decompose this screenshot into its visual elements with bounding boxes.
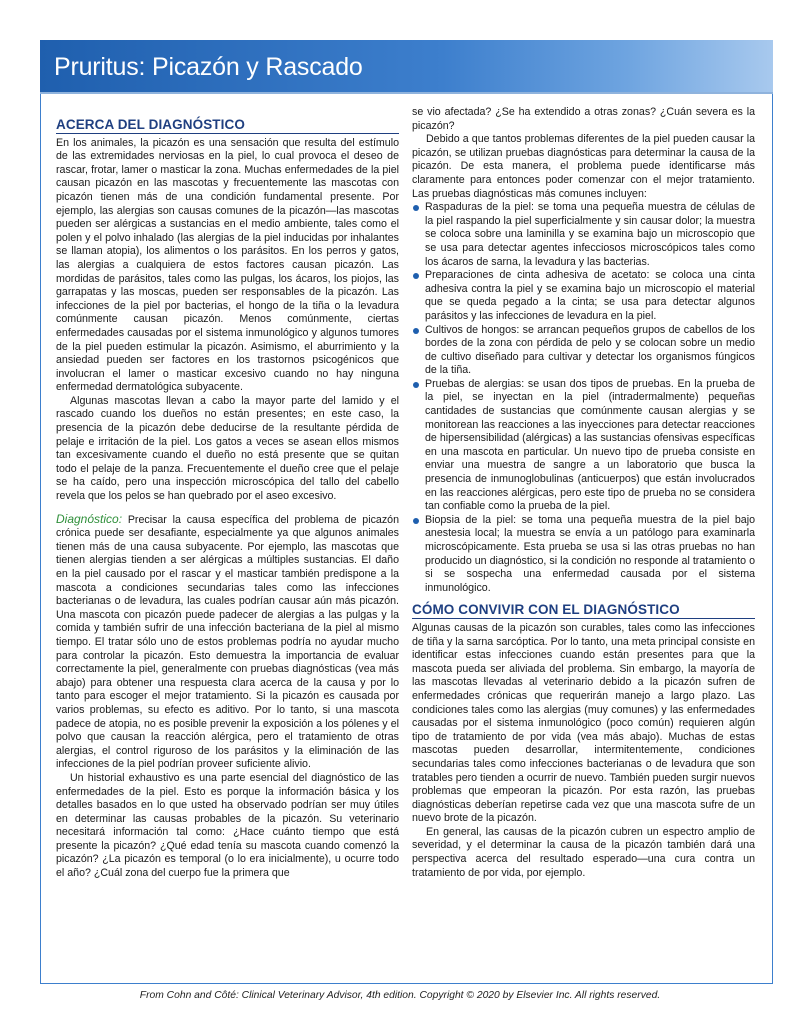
diagnosis-label: Diagnóstico: [56, 511, 123, 526]
paragraph-diagnostic-tests: Debido a que tantos problemas diferentes de la piel pueden causar la picazón, se utilizan pruebas diagnósticas para determinar la causa de la picazón. De esta manera, el problema puede identificarse más claramente para entonces poder comenzar con el mejor tratamiento. Las pruebas diagnósticas más comunes incluyen: [412, 133, 755, 200]
paragraph-history: Un historial exhaustivo es una parte esencial del diagnóstico de las enfermedades de la piel. Esto es porque la información básica y los detalles basados en lo que usted ha observado podrían ser muy útiles en determinar las causas probables de la picazón. Su veterinario necesitará información tal como: ¿Hace cuánto tiempo que está presente la picazón? ¿Qué edad tenía su mascota cuando comenzó la picazón? ¿La picazón es temporal (o lo era inicialmente), u ocurre todo el año? ¿Cuál zona del cuerpo fue la primera que [56, 771, 399, 880]
list-item: Raspaduras de la piel: se toma una pequeña muestra de células de la piel raspando la piel superficialmente y sin causar dolor; la muestra se coloca sobre una laminilla y se examina bajo un microscopio que se usa para detectar agentes infecciosos microscópicos tales como los ácaros de sarna, la levadura y las bacterias. [412, 201, 755, 269]
diagnosis-text: Precisar la causa específica del problema de picazón crónica puede ser desafiante, especialmente ya que algunos animales tienen más de una causa subyacente. Por ejemplo, las mascotas que tienen alergias tienden a ser alérgicas a múltiples sustancias. El daño en la piel causado por el rascar y el masticar también predispone a la mascota a condiciones secundarias tales como las infecciones bacterianas o de levadura, las cuales podrían causar aún más picazón. Una mascota con picazón puede padecer de alergias a las pulgas y la comida y también sufrir de una infección bacteriana de la piel al mismo tiempo. El tratar sólo uno de estos problemas podría no ayudar mucho para controlar la picazón. Esto demuestra la importancia de evaluar correctamente la piel, generalmente con pruebas diagnósticas (vea más abajo) para obtener una respuesta clara acerca de la causa y por lo tanto para escoger el mejor tratamiento. Si la picazón es causada por varios problemas, su efecto es aditivo. Por lo tanto, si una mascota padece de atopia, no es posible prevenir la exposición a los pólenes y el polvo que causan la reacción alérgica, pero el tratamiento de otras alergias, el control riguroso de los parásitos y la eliminación de las infecciones de la piel podrían proveer suficiente alivio. [56, 513, 399, 771]
title-banner [40, 40, 773, 94]
bullet-icon [413, 328, 419, 334]
bullet-icon [413, 382, 419, 388]
paragraph-hidden-licking: Algunas mascotas llevan a cabo la mayor parte del lamido y el rascado cuando los dueños no están presentes; en este caso, la presencia de la picazón debe deducirse de la resultante pérdida de pelaje e irritación de la piel. Los gatos a veces se asean ellos mismos tan excesivamente cuando el dueño no está presente que se quitan todo el pelaje de la panza. Frecuentemente el dueño cree que el pelaje se ha caído, pero una inspección microscópica del tallo del cabello revela que los pelos se han quebrado por el aseo excesivo. [56, 394, 399, 503]
bullet-icon [413, 205, 419, 211]
page-title: Pruritus: Picazón y Rascado [54, 53, 363, 81]
paragraph-diagnosis [56, 513, 399, 772]
diagnostic-tests-list [412, 201, 755, 595]
left-column [56, 106, 399, 881]
list-item: Biopsia de la piel: se toma una pequeña muestra de la piel bajo anestesia local; la muestra se envía a un patólogo para examinarla microscópicamente. Esta prueba se usa si las otras pruebas no han producido un diagnóstico, si la condición no responde al tratamiento o si se sospecha una enfermedad causada por el sistema inmunológico. [412, 514, 755, 596]
paragraph-history-continued: se vio afectada? ¿Se ha extendido a otras zonas? ¿Cuán severa es la picazón? [412, 106, 755, 132]
bullet-icon [413, 273, 419, 279]
section-heading-about-diagnosis: ACERCA DEL DIAGNÓSTICO [56, 118, 399, 134]
list-item: Pruebas de alergias: se usan dos tipos de pruebas. En la prueba de la piel, se inyectan en la piel (intradermalmente) pequeñas cantidades de sustancias que comúnmente causan alergias y se monitorean las reacciones a las inyecciones para detectar reacciones de hipersensibilidad (alérgicas) a las sustancias ofensivas específicas en una mascota en particular. Un nuevo tipo de prueba consiste en enviar una muestra de sangre a un laboratorio que busca la presencia de inmunoglobulinas (anticuerpos) que están involucrados en las reacciones alérgicas, pero este tipo de prueba no se considera tan confiable como la prueba de la piel. [412, 378, 755, 514]
section-heading-living-with-diagnosis: CÓMO CONVIVIR CON EL DIAGNÓSTICO [412, 603, 755, 619]
bullet-icon [413, 518, 419, 524]
paragraph-living-1: Algunas causas de la picazón son curables, tales como las infecciones de tiña y la sarna sarcóptica. Por lo tanto, una meta principal consiste en identificar estas infecciones cuando están presentes para que la mascota pueda ser aliviada del problema. Sin embargo, la mayoría de las mascotas llevadas al veterinario debido a la picazón sufren de enfermedades crónicas que requerirán manejo a largo plazo. Las condiciones tales como las alergias (muy comunes) y las enfermedades causadas por el sistema inmunológico (poco común) requieren algún tipo de tratamiento de por vida (vea más abajo). Muchas de estas mascotas pueden desarrollar, intermitentemente, condiciones secundarias tales como infecciones bacterianas o de levadura que son tratables pero tienden a ocurrir de nuevo. También pueden surgir nuevos problemas que empeoran la picazón. Por esta razón, las pruebas diagnósticas deberían repetirse cada vez que una mascota sufre de un nuevo brote de la picazón. [412, 621, 755, 825]
list-item: Cultivos de hongos: se arrancan pequeños grupos de cabellos de los bordes de la zona con pérdida de pelo y se colocan sobre un medio de cultivo diseñado para cultivar y detectar los organismos fúngicos de la tiña. [412, 324, 755, 378]
right-column [412, 106, 755, 880]
paragraph-living-2: En general, las causas de la picazón cubren un espectro amplio de severidad, y el determinar la causa de la picazón también dará una perspectiva acerca del resultado esperado—una cura contra un tratamiento de por vida, por ejemplo. [412, 825, 755, 879]
copyright-footer: From Cohn and Côté: Clinical Veterinary Advisor, 4th edition. Copyright © 2020 by Elsevier Inc. All rights reserved. [139, 990, 661, 1001]
paragraph-itch-intro: En los animales, la picazón es una sensación que resulta del estímulo de las extremidades nerviosas en la piel, lo cual provoca el deseo de rascar, frotar, lamer o masticar la zona. Muchas enfermedades de la piel causan picazón en las mascotas y frecuentemente las mascotas con picazón tienen más de una condición fundamental presente. Por ejemplo, las alergias son causas comunes de la picazón—las mascotas pueden ser alérgicas a sustancias en el medio ambiente, tales como el polen y el polvo inhalado (las alergias de la piel inducidas por inhalantes se llaman atopia), los alimentos o los parásitos. En los perros y gatos, las alergias a cualquiera de estos factores causan picazón. Las mordidas de parásitos, tales como las pulgas, los ácaros, los piojos, las garrapatas y las moscas, pueden ser responsables de la picazón. Las infecciones de la piel por bacterias, el hongo de la tiña o la levadura comúnmente causan picazón. Menos comúnmente, ciertas enfermedades causadas por el sistema inmunológico y algunos tumores de la piel pueden estimular la picazón. Asimismo, el aburrimiento y la ansiedad pueden ser factores en los trastornos psicogénicos que involucran el lamer o masticar excesivo cuando no hay ninguna enfermedad dermatológica subyacente. [56, 136, 399, 394]
list-item: Preparaciones de cinta adhesiva de acetato: se coloca una cinta adhesiva contra la piel y se examina bajo un microscopio el material que se queda pegado a la cinta; se usa para detectar algunos parásitos y las infecciones de levadura en la piel. [412, 269, 755, 323]
